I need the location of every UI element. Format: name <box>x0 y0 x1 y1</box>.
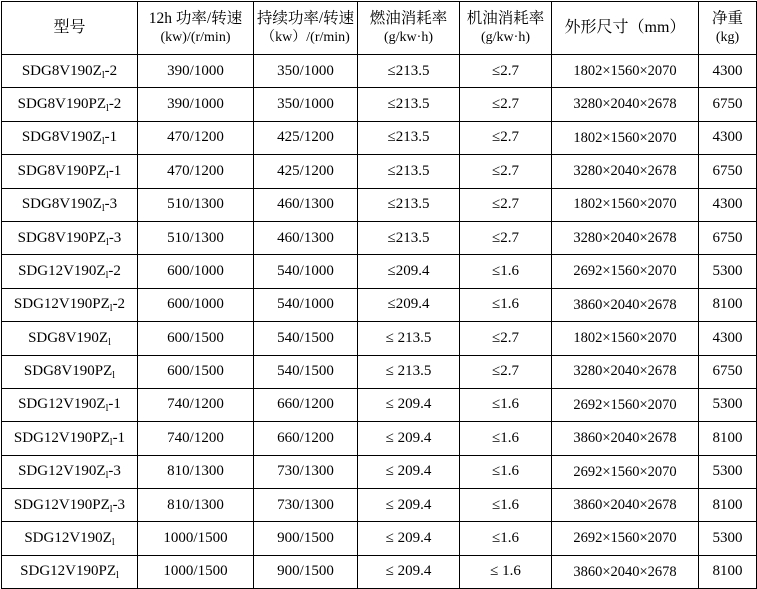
cell-dimensions: 2692×1560×2070 <box>552 255 699 288</box>
model-prefix: SDG12V190PZ <box>20 563 117 580</box>
table-row <box>2 121 757 154</box>
cell-oil-consumption: ≤2.7 <box>460 221 552 254</box>
cell-continuous-power: 350/1000 <box>254 88 358 121</box>
cell-net-weight: 6750 <box>699 355 757 388</box>
column-header-4 <box>460 2 552 55</box>
column-header-5 <box>552 2 699 55</box>
model-prefix: SDG12V190Z <box>18 262 106 279</box>
cell-dimensions: 1802×1560×2070 <box>552 188 699 221</box>
cell-oil-consumption: ≤2.7 <box>460 155 552 188</box>
cell-dimensions: 3280×2040×2678 <box>552 155 699 188</box>
cell-12h-power: 390/1000 <box>138 88 254 121</box>
column-header-text: 外形尺寸（mm） <box>564 18 686 36</box>
cell-fuel-consumption: ≤ 209.4 <box>358 422 460 455</box>
cell-continuous-power: 660/1200 <box>254 422 358 455</box>
cell-fuel-consumption: ≤ 209.4 <box>358 489 460 522</box>
column-header-unit: (g/kw·h) <box>384 29 433 45</box>
model-suffix: -3 <box>104 196 118 213</box>
cell-continuous-power: 900/1500 <box>254 555 358 588</box>
cell-continuous-power: 900/1500 <box>254 522 358 555</box>
cell-model <box>2 388 138 421</box>
model-prefix: SDG12V190PZ <box>13 429 110 446</box>
cell-fuel-consumption: ≤ 213.5 <box>358 322 460 355</box>
cell-dimensions: 2692×1560×2070 <box>552 455 699 488</box>
cell-fuel-consumption: ≤213.5 <box>358 188 460 221</box>
table-row <box>2 522 757 555</box>
column-header-3 <box>358 2 460 55</box>
model-subscript: l <box>112 370 116 382</box>
model-suffix: -2 <box>108 95 122 112</box>
cell-dimensions: 3860×2040×2678 <box>552 555 699 588</box>
cell-12h-power: 600/1500 <box>138 322 254 355</box>
table-row <box>2 322 757 355</box>
cell-model <box>2 188 138 221</box>
cell-net-weight: 8100 <box>699 288 757 321</box>
column-header-unit: (kg) <box>715 29 740 45</box>
cell-fuel-consumption: ≤ 209.4 <box>358 555 460 588</box>
model-subscript: l <box>109 503 113 515</box>
model-prefix: SDG12V190PZ <box>13 496 110 513</box>
cell-model <box>2 121 138 154</box>
cell-12h-power: 810/1300 <box>138 489 254 522</box>
model-prefix: SDG12V190Z <box>24 530 112 547</box>
cell-model <box>2 422 138 455</box>
model-suffix: -2 <box>108 262 121 279</box>
model-subscript: l <box>111 537 115 549</box>
cell-net-weight: 5300 <box>699 455 757 488</box>
table-row <box>2 55 757 88</box>
model-prefix: SDG12V190Z <box>18 463 106 480</box>
cell-net-weight: 4300 <box>699 55 757 88</box>
cell-model <box>2 155 138 188</box>
cell-continuous-power: 350/1000 <box>254 55 358 88</box>
cell-net-weight: 6750 <box>699 221 757 254</box>
cell-12h-power: 600/1000 <box>138 288 254 321</box>
cell-12h-power: 810/1300 <box>138 455 254 488</box>
cell-net-weight: 8100 <box>699 422 757 455</box>
model-subscript: l <box>106 102 109 114</box>
cell-continuous-power: 460/1300 <box>254 188 358 221</box>
table-row <box>2 555 757 588</box>
table-row <box>2 388 757 421</box>
cell-net-weight: 6750 <box>699 155 757 188</box>
cell-fuel-consumption: ≤209.4 <box>358 288 460 321</box>
model-suffix: -3 <box>112 496 126 513</box>
model-suffix: -2 <box>104 62 118 79</box>
model-suffix: -2 <box>112 296 126 313</box>
cell-model <box>2 355 138 388</box>
cell-continuous-power: 540/1000 <box>254 288 358 321</box>
cell-net-weight: 5300 <box>699 388 757 421</box>
column-header-title: 机油消耗率 <box>466 10 545 28</box>
model-prefix: SDG8V190PZ <box>17 162 107 179</box>
cell-continuous-power: 660/1200 <box>254 388 358 421</box>
cell-model <box>2 55 138 88</box>
cell-fuel-consumption: ≤213.5 <box>358 155 460 188</box>
cell-model <box>2 489 138 522</box>
cell-net-weight: 4300 <box>699 322 757 355</box>
model-prefix: SDG8V190Z <box>28 329 109 346</box>
model-subscript: l <box>105 470 109 482</box>
model-prefix: SDG12V190PZ <box>13 296 110 313</box>
column-header-title: 净重 <box>711 10 743 28</box>
cell-dimensions: 3280×2040×2678 <box>552 355 699 388</box>
cell-net-weight: 6750 <box>699 88 757 121</box>
cell-net-weight: 4300 <box>699 121 757 154</box>
cell-continuous-power: 425/1200 <box>254 155 358 188</box>
cell-12h-power: 600/1500 <box>138 355 254 388</box>
cell-oil-consumption: ≤2.7 <box>460 121 552 154</box>
model-subscript: l <box>109 303 113 315</box>
cell-dimensions: 2692×1560×2070 <box>552 522 699 555</box>
model-subscript: l <box>106 169 109 181</box>
column-header-unit: (kw)/(r/min) <box>160 29 231 45</box>
cell-oil-consumption: ≤1.6 <box>460 489 552 522</box>
cell-net-weight: 8100 <box>699 489 757 522</box>
cell-12h-power: 600/1000 <box>138 255 254 288</box>
cell-model <box>2 322 138 355</box>
cell-oil-consumption: ≤2.7 <box>460 322 552 355</box>
model-prefix: SDG8V190Z <box>21 129 102 146</box>
table-body <box>2 55 757 589</box>
cell-model <box>2 255 138 288</box>
cell-fuel-consumption: ≤213.5 <box>358 55 460 88</box>
cell-12h-power: 740/1200 <box>138 422 254 455</box>
model-subscript: l <box>108 336 111 348</box>
model-prefix: SDG8V190Z <box>21 196 102 213</box>
table-row <box>2 88 757 121</box>
table-header <box>2 2 757 55</box>
model-suffix: -3 <box>108 229 122 246</box>
cell-continuous-power: 540/1500 <box>254 355 358 388</box>
table-row <box>2 188 757 221</box>
column-header-unit: (g/kw·h) <box>481 29 530 45</box>
cell-model <box>2 455 138 488</box>
model-prefix: SDG8V190Z <box>21 62 102 79</box>
model-suffix: -1 <box>108 396 121 413</box>
model-suffix: -1 <box>108 162 122 179</box>
cell-model <box>2 288 138 321</box>
cell-net-weight: 5300 <box>699 255 757 288</box>
column-header-text: 型号 <box>53 18 86 36</box>
cell-12h-power: 1000/1500 <box>138 555 254 588</box>
model-prefix: SDG8V190PZ <box>17 229 107 246</box>
cell-fuel-consumption: ≤213.5 <box>358 121 460 154</box>
table-row <box>2 455 757 488</box>
table-row <box>2 221 757 254</box>
model-suffix: -1 <box>104 129 118 146</box>
cell-oil-consumption: ≤2.7 <box>460 55 552 88</box>
cell-dimensions: 3860×2040×2678 <box>552 288 699 321</box>
cell-oil-consumption: ≤1.6 <box>460 255 552 288</box>
cell-oil-consumption: ≤ 1.6 <box>460 555 552 588</box>
cell-dimensions: 1802×1560×2070 <box>552 322 699 355</box>
cell-fuel-consumption: ≤213.5 <box>358 221 460 254</box>
cell-oil-consumption: ≤1.6 <box>460 522 552 555</box>
header-row <box>2 2 757 55</box>
model-suffix: -1 <box>112 429 126 446</box>
column-header-0 <box>2 2 138 55</box>
cell-model <box>2 522 138 555</box>
column-header-6 <box>699 2 757 55</box>
cell-model <box>2 555 138 588</box>
model-subscript: l <box>105 269 109 281</box>
column-header-unit: （kw）/(r/min) <box>261 29 350 45</box>
cell-fuel-consumption: ≤ 209.4 <box>358 522 460 555</box>
cell-oil-consumption: ≤2.7 <box>460 355 552 388</box>
table-row <box>2 288 757 321</box>
cell-continuous-power: 460/1300 <box>254 221 358 254</box>
cell-net-weight: 5300 <box>699 522 757 555</box>
cell-fuel-consumption: ≤209.4 <box>358 255 460 288</box>
cell-oil-consumption: ≤2.7 <box>460 88 552 121</box>
model-subscript: l <box>101 136 105 148</box>
cell-fuel-consumption: ≤213.5 <box>358 88 460 121</box>
model-subscript: l <box>106 236 109 248</box>
cell-oil-consumption: ≤1.6 <box>460 288 552 321</box>
column-header-title: 持续功率/转速 <box>256 10 355 28</box>
cell-dimensions: 3280×2040×2678 <box>552 221 699 254</box>
cell-oil-consumption: ≤1.6 <box>460 422 552 455</box>
cell-dimensions: 1802×1560×2070 <box>552 121 699 154</box>
cell-12h-power: 1000/1500 <box>138 522 254 555</box>
model-subscript: l <box>109 436 113 448</box>
table-row <box>2 489 757 522</box>
cell-continuous-power: 540/1000 <box>254 255 358 288</box>
cell-model <box>2 221 138 254</box>
cell-dimensions: 3860×2040×2678 <box>552 489 699 522</box>
cell-fuel-consumption: ≤ 209.4 <box>358 388 460 421</box>
cell-continuous-power: 540/1500 <box>254 322 358 355</box>
model-prefix: SDG8V190PZ <box>17 95 107 112</box>
cell-oil-consumption: ≤1.6 <box>460 455 552 488</box>
cell-12h-power: 510/1300 <box>138 221 254 254</box>
cell-12h-power: 470/1200 <box>138 155 254 188</box>
cell-continuous-power: 730/1300 <box>254 455 358 488</box>
model-suffix: -3 <box>108 463 121 480</box>
cell-oil-consumption: ≤2.7 <box>460 188 552 221</box>
column-header-title: 12h 功率/转速 <box>148 10 243 28</box>
model-subscript: l <box>101 203 105 215</box>
model-subscript: l <box>101 69 105 81</box>
cell-continuous-power: 730/1300 <box>254 489 358 522</box>
model-prefix: SDG8V190PZ <box>23 363 113 380</box>
cell-12h-power: 740/1200 <box>138 388 254 421</box>
cell-fuel-consumption: ≤ 209.4 <box>358 455 460 488</box>
cell-model <box>2 88 138 121</box>
column-header-2 <box>254 2 358 55</box>
cell-continuous-power: 425/1200 <box>254 121 358 154</box>
cell-12h-power: 510/1300 <box>138 188 254 221</box>
table-row <box>2 255 757 288</box>
model-subscript: l <box>105 403 109 415</box>
cell-dimensions: 2692×1560×2070 <box>552 388 699 421</box>
cell-dimensions: 1802×1560×2070 <box>552 55 699 88</box>
table-row <box>2 355 757 388</box>
cell-12h-power: 390/1000 <box>138 55 254 88</box>
specification-table <box>1 1 757 589</box>
cell-net-weight: 4300 <box>699 188 757 221</box>
column-header-1 <box>138 2 254 55</box>
cell-fuel-consumption: ≤ 213.5 <box>358 355 460 388</box>
cell-dimensions: 3280×2040×2678 <box>552 88 699 121</box>
cell-net-weight: 8100 <box>699 555 757 588</box>
column-header-title: 燃油消耗率 <box>369 10 448 28</box>
table-row <box>2 155 757 188</box>
cell-oil-consumption: ≤1.6 <box>460 388 552 421</box>
table-row <box>2 422 757 455</box>
model-prefix: SDG12V190Z <box>18 396 106 413</box>
cell-dimensions: 3860×2040×2678 <box>552 422 699 455</box>
model-subscript: l <box>116 570 119 582</box>
cell-12h-power: 470/1200 <box>138 121 254 154</box>
